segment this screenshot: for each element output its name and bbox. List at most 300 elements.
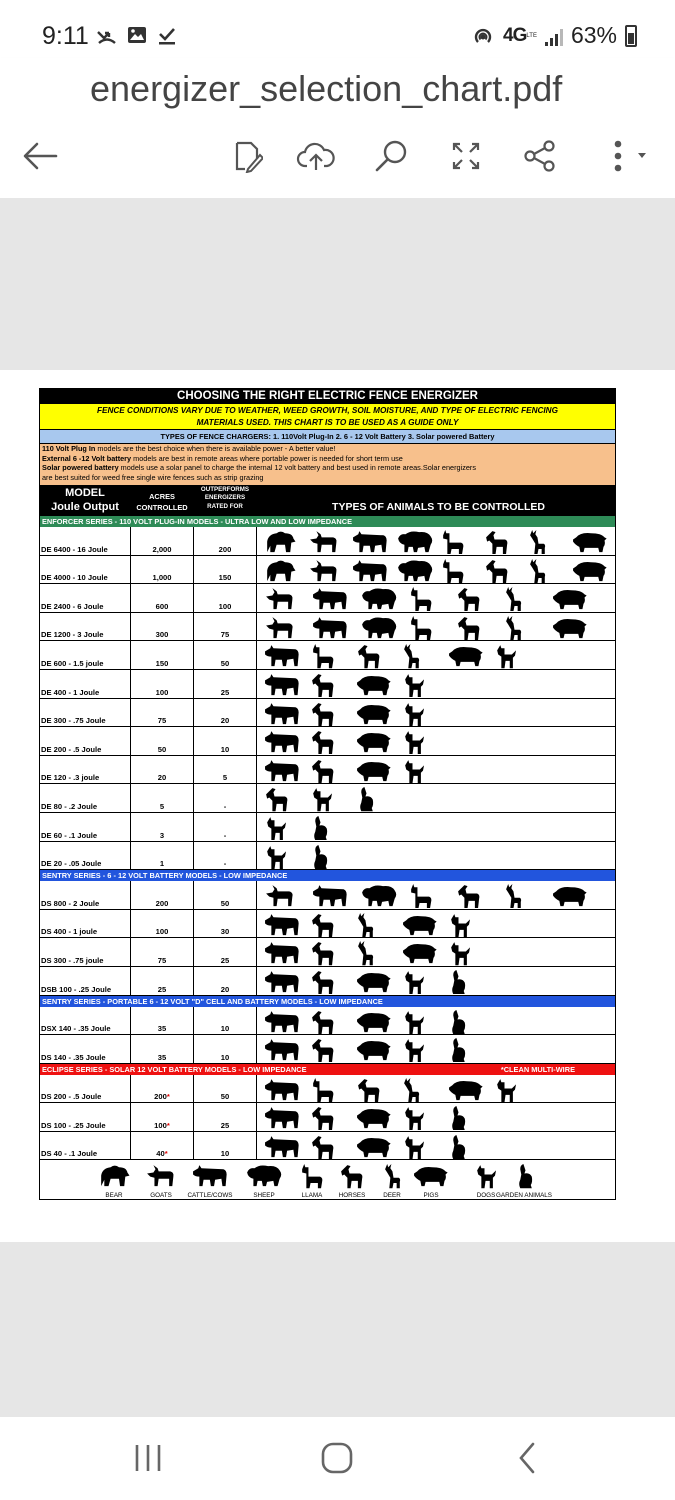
column-divider bbox=[256, 784, 257, 812]
acres-cell bbox=[131, 745, 193, 754]
outperforms-cell: 50 bbox=[220, 1092, 230, 1102]
signal-icon bbox=[545, 26, 563, 46]
acres-value: 35 bbox=[157, 1024, 167, 1034]
table-row bbox=[40, 910, 615, 939]
series-header bbox=[40, 996, 615, 1007]
model-cell: DS 200 - .5 Joule bbox=[41, 1092, 102, 1102]
charger-info-text: models are the best choice when there is available power - A better value! bbox=[95, 444, 336, 453]
llama-icon bbox=[299, 1163, 324, 1188]
goat-icon bbox=[264, 615, 296, 640]
table-row bbox=[40, 842, 615, 871]
outperforms-cell: 50 bbox=[220, 658, 230, 668]
sheep-icon bbox=[360, 586, 398, 611]
document-header bbox=[0, 58, 675, 198]
warning-line-2: MATERIALS USED. THIS CHART IS TO BE USED AS A GUIDE ONLY bbox=[196, 418, 459, 427]
cattle-icon bbox=[352, 529, 388, 554]
pig-icon bbox=[356, 1105, 392, 1130]
legend-label: BEAR bbox=[105, 1192, 123, 1200]
search-icon bbox=[374, 138, 410, 174]
horse-icon bbox=[310, 672, 335, 697]
acres-cell bbox=[131, 716, 193, 725]
acres-value: 100 bbox=[154, 1120, 167, 1130]
cattle-icon bbox=[264, 940, 300, 965]
series-name: SENTRY SERIES - 6 - 12 VOLT BATTERY MODELS - LOW IMPEDANCE bbox=[42, 871, 288, 881]
acres-value: 75 bbox=[157, 955, 167, 965]
pig-icon bbox=[356, 672, 392, 697]
more-options-icon bbox=[600, 139, 656, 173]
acres-header-1: ACRES bbox=[149, 492, 175, 501]
legend-label: DOGS bbox=[476, 1192, 496, 1200]
table-row bbox=[40, 1075, 615, 1104]
dog-icon bbox=[474, 1163, 497, 1188]
deer-icon bbox=[356, 912, 375, 937]
acres-value: 50 bbox=[157, 744, 167, 754]
back-button[interactable] bbox=[18, 134, 62, 178]
pig-icon bbox=[448, 1077, 484, 1102]
column-header bbox=[40, 486, 615, 516]
horse-icon bbox=[310, 940, 335, 965]
sheep-icon bbox=[396, 558, 434, 583]
rabbit-icon bbox=[448, 1105, 467, 1130]
acres-value: 2,000 bbox=[152, 544, 172, 554]
deer-icon bbox=[504, 883, 523, 908]
battery-percent: 63% bbox=[570, 22, 617, 48]
horse-icon bbox=[310, 1037, 335, 1062]
acres-cell bbox=[131, 545, 193, 554]
outperforms-cell: 50 bbox=[220, 898, 230, 908]
acres-header-2: CONTROLLED bbox=[136, 503, 188, 512]
deer-icon bbox=[528, 558, 547, 583]
acres-value: 5 bbox=[159, 801, 165, 811]
animals-header: TYPES OF ANIMALS TO BE CONTROLLED bbox=[332, 501, 545, 513]
outperforms-header-3: RATED FOR bbox=[207, 503, 243, 510]
dog-icon bbox=[402, 672, 425, 697]
viewer-background-top bbox=[0, 198, 675, 370]
rabbit-icon bbox=[448, 1134, 467, 1159]
navigation-bar bbox=[0, 1417, 675, 1500]
horse-icon bbox=[310, 1134, 335, 1159]
pig-icon bbox=[413, 1163, 449, 1188]
cattle-icon bbox=[264, 643, 300, 668]
more-options-button[interactable] bbox=[598, 134, 658, 178]
sheep-icon bbox=[396, 529, 434, 554]
model-header-2: Joule Output bbox=[51, 501, 119, 513]
series-name: ECLIPSE SERIES - SOLAR 12 VOLT BATTERY MODELS - LOW IMPEDANCE bbox=[42, 1064, 307, 1074]
gallery-icon bbox=[126, 24, 148, 46]
cattle-icon bbox=[312, 883, 348, 908]
charger-types: TYPES OF FENCE CHARGERS: 1. 110Volt Plug-In 2. 6 - 12 Volt Battery 3. Solar powered Battery bbox=[40, 430, 615, 444]
chart-title: CHOOSING THE RIGHT ELECTRIC FENCE ENERGIZER bbox=[40, 389, 615, 404]
llama-icon bbox=[408, 586, 433, 611]
llama-icon bbox=[310, 643, 335, 668]
cattle-icon bbox=[312, 615, 348, 640]
home-button[interactable] bbox=[318, 1441, 356, 1480]
acres-cell bbox=[131, 688, 193, 697]
bear-icon bbox=[264, 529, 296, 554]
column-divider bbox=[256, 556, 257, 584]
back-icon bbox=[512, 1441, 542, 1475]
table-row bbox=[40, 556, 615, 585]
bear-icon bbox=[98, 1163, 130, 1188]
column-divider bbox=[256, 756, 257, 784]
outperforms-cell: - bbox=[223, 830, 227, 840]
rabbit-icon bbox=[448, 969, 467, 994]
dog-icon bbox=[402, 758, 425, 783]
horse-icon bbox=[484, 529, 509, 554]
pig-icon bbox=[552, 883, 588, 908]
acres-cell bbox=[131, 859, 193, 868]
cattle-icon bbox=[264, 1077, 300, 1102]
search-button[interactable] bbox=[370, 134, 414, 178]
acres-value: 600 bbox=[155, 601, 169, 611]
table-row bbox=[40, 813, 615, 842]
charger-info bbox=[40, 444, 615, 486]
outperforms-header-2: ENERGIZERS bbox=[204, 494, 246, 501]
acres-cell bbox=[131, 831, 193, 840]
warning-line-1: FENCE CONDITIONS VARY DUE TO WEATHER, WEED GROWTH, SOIL MOISTURE, AND TYPE OF ELECTRIC FENCING bbox=[97, 406, 558, 415]
acres-cell bbox=[131, 899, 193, 908]
dog-icon bbox=[402, 969, 425, 994]
cattle-icon bbox=[352, 558, 388, 583]
charger-info-text: models use a solar panel to charge the internal 12 volt battery and best used in remote areas.Solar energizers bbox=[118, 463, 476, 473]
table-row bbox=[40, 727, 615, 756]
outperforms-cell: 20 bbox=[220, 716, 230, 726]
table-row bbox=[40, 527, 615, 556]
animal-legend bbox=[40, 1160, 615, 1200]
model-cell: DE 2400 - 6 Joule bbox=[41, 601, 104, 611]
acres-value: 25 bbox=[157, 984, 167, 994]
model-cell: DS 140 - .35 Joule bbox=[41, 1052, 106, 1062]
sheep-icon bbox=[360, 615, 398, 640]
rabbit-icon bbox=[515, 1163, 534, 1188]
model-cell: DSB 100 - .25 Joule bbox=[41, 984, 112, 994]
outperforms-cell: - bbox=[223, 859, 227, 869]
model-cell: DS 100 - .25 Joule bbox=[41, 1120, 106, 1130]
pig-icon bbox=[572, 529, 608, 554]
download-done-icon bbox=[156, 24, 178, 46]
column-divider bbox=[256, 910, 257, 938]
horse-icon bbox=[310, 912, 335, 937]
charger-info-line bbox=[42, 463, 615, 473]
pig-icon bbox=[552, 586, 588, 611]
model-cell: DS 40 - .1 Joule bbox=[41, 1149, 98, 1159]
legend-label: SHEEP bbox=[253, 1192, 275, 1200]
acres-value: 300 bbox=[155, 630, 169, 640]
model-cell: DE 300 - .75 Joule bbox=[41, 716, 106, 726]
dog-icon bbox=[448, 912, 471, 937]
column-divider bbox=[256, 727, 257, 755]
acres-value: 3 bbox=[159, 830, 165, 840]
cattle-icon bbox=[264, 1009, 300, 1034]
cattle-icon bbox=[192, 1163, 228, 1188]
dog-icon bbox=[402, 1009, 425, 1034]
model-cell: DE 200 - .5 Joule bbox=[41, 744, 102, 754]
share-icon bbox=[523, 139, 557, 173]
legend-label: DEER bbox=[383, 1192, 401, 1200]
goat-icon bbox=[145, 1163, 177, 1188]
series-header bbox=[40, 870, 615, 881]
back-arrow-icon bbox=[22, 141, 58, 171]
outperforms-cell: 10 bbox=[220, 1024, 230, 1034]
column-divider bbox=[256, 1007, 257, 1035]
table-row bbox=[40, 1035, 615, 1064]
model-cell: DE 4000 - 10 Joule bbox=[41, 573, 108, 583]
dog-icon bbox=[402, 1105, 425, 1130]
outperforms-cell: - bbox=[223, 801, 227, 811]
deer-icon bbox=[402, 643, 421, 668]
hotspot-icon bbox=[471, 24, 495, 48]
dog-icon bbox=[310, 786, 333, 811]
bear-icon bbox=[264, 558, 296, 583]
pig-icon bbox=[356, 969, 392, 994]
horse-icon bbox=[339, 1163, 364, 1188]
model-cell: DE 1200 - 3 Joule bbox=[41, 630, 104, 640]
cattle-icon bbox=[264, 729, 300, 754]
charger-info-line bbox=[42, 473, 615, 483]
viewer-background-bottom bbox=[0, 1242, 675, 1417]
dog-icon bbox=[402, 1134, 425, 1159]
legend-label: GOATS bbox=[150, 1192, 172, 1200]
acres-cell bbox=[131, 1121, 193, 1130]
pig-icon bbox=[572, 558, 608, 583]
series-note: *CLEAN MULTI-WIRE bbox=[500, 1064, 575, 1074]
series-header bbox=[40, 1064, 615, 1075]
charger-info-line bbox=[42, 454, 615, 464]
cattle-icon bbox=[312, 586, 348, 611]
outperforms-cell: 25 bbox=[220, 687, 230, 697]
acres-value: 75 bbox=[157, 716, 167, 726]
column-divider bbox=[256, 584, 257, 612]
legend-label: PIGS bbox=[423, 1192, 439, 1200]
chart-body bbox=[40, 516, 615, 1160]
dog-icon bbox=[264, 844, 287, 869]
pig-icon bbox=[552, 615, 588, 640]
model-cell: DS 400 - 1 joule bbox=[41, 927, 98, 937]
horse-icon bbox=[310, 758, 335, 783]
sheep-icon bbox=[360, 883, 398, 908]
series-name: SENTRY SERIES - PORTABLE 6 - 12 VOLT "D" CELL AND BATTERY MODELS - LOW IMPEDANCE bbox=[42, 996, 383, 1006]
cattle-icon bbox=[264, 1134, 300, 1159]
pig-icon bbox=[356, 729, 392, 754]
table-row bbox=[40, 881, 615, 910]
battery-icon bbox=[625, 25, 637, 47]
table-row bbox=[40, 670, 615, 699]
model-header-1: MODEL bbox=[65, 487, 105, 499]
pig-icon bbox=[402, 940, 438, 965]
deer-icon bbox=[504, 615, 523, 640]
outperforms-cell: 20 bbox=[220, 984, 230, 994]
cattle-icon bbox=[264, 672, 300, 697]
rabbit-icon bbox=[448, 1037, 467, 1062]
column-divider bbox=[256, 938, 257, 966]
table-row bbox=[40, 784, 615, 813]
dog-icon bbox=[494, 1077, 517, 1102]
outperforms-cell: 25 bbox=[220, 1120, 230, 1130]
share-button[interactable] bbox=[518, 134, 562, 178]
llama-icon bbox=[408, 883, 433, 908]
dog-icon bbox=[402, 701, 425, 726]
pig-icon bbox=[356, 701, 392, 726]
column-divider bbox=[256, 1075, 257, 1103]
outperforms-cell: 200 bbox=[218, 544, 232, 554]
notification-icons bbox=[96, 24, 178, 46]
acres-cell bbox=[131, 1149, 193, 1158]
chart-warning bbox=[40, 404, 615, 430]
legend-label: LLAMA bbox=[301, 1192, 323, 1200]
horse-icon bbox=[310, 1009, 335, 1034]
table-row bbox=[40, 1132, 615, 1161]
horse-icon bbox=[310, 1105, 335, 1130]
pig-icon bbox=[356, 1037, 392, 1062]
outperforms-cell: 30 bbox=[220, 927, 230, 937]
cattle-icon bbox=[264, 912, 300, 937]
acres-cell bbox=[131, 573, 193, 582]
series-name: ENFORCER SERIES - 110 VOLT PLUG-IN MODELS - ULTRA LOW AND LOW IMPEDANCE bbox=[42, 517, 352, 526]
cattle-icon bbox=[264, 1105, 300, 1130]
cattle-icon bbox=[264, 701, 300, 726]
charger-info-text: are best suited for weed free single wire fences such as strip grazing bbox=[42, 472, 264, 482]
legend-label: CATTLE/COWS bbox=[187, 1192, 233, 1200]
recents-button[interactable] bbox=[128, 1443, 168, 1478]
acres-cell bbox=[131, 773, 193, 782]
dog-icon bbox=[448, 940, 471, 965]
edit-button[interactable] bbox=[224, 134, 268, 178]
column-divider bbox=[256, 813, 257, 841]
edit-document-icon bbox=[229, 139, 263, 173]
outperforms-cell: 150 bbox=[218, 573, 232, 583]
acres-value: 1 bbox=[159, 859, 165, 869]
home-icon bbox=[318, 1441, 356, 1475]
table-row bbox=[40, 584, 615, 613]
charger-info-text: models are best in remote areas where portable power is needed for short term use bbox=[131, 453, 403, 463]
outperforms-cell: 10 bbox=[220, 1052, 230, 1062]
acres-value: 200 bbox=[155, 898, 169, 908]
column-divider bbox=[256, 1103, 257, 1131]
acres-value: 20 bbox=[157, 773, 167, 783]
pig-icon bbox=[356, 1134, 392, 1159]
charger-info-bold: 110 Volt Plug In bbox=[42, 444, 96, 453]
deer-icon bbox=[402, 1077, 421, 1102]
column-divider bbox=[256, 670, 257, 698]
outperforms-cell: 100 bbox=[218, 601, 232, 611]
column-divider bbox=[256, 842, 257, 870]
table-row bbox=[40, 1007, 615, 1036]
pig-icon bbox=[356, 1009, 392, 1034]
acres-value: 200 bbox=[154, 1092, 167, 1102]
llama-icon bbox=[310, 1077, 335, 1102]
cattle-icon bbox=[264, 969, 300, 994]
deer-icon bbox=[528, 529, 547, 554]
dog-icon bbox=[264, 815, 287, 840]
model-cell: DE 600 - 1.5 joule bbox=[41, 658, 104, 668]
acres-value: 100 bbox=[155, 927, 169, 937]
acres-star: * bbox=[166, 1120, 170, 1130]
column-divider bbox=[256, 881, 257, 909]
acres-cell bbox=[131, 802, 193, 811]
deer-icon bbox=[504, 586, 523, 611]
horse-icon bbox=[484, 558, 509, 583]
llama-icon bbox=[440, 529, 465, 554]
acres-value: 150 bbox=[155, 658, 169, 668]
dog-icon bbox=[494, 643, 517, 668]
model-cell: DE 60 - .1 Joule bbox=[41, 830, 98, 840]
column-divider bbox=[256, 1132, 257, 1160]
horse-icon bbox=[310, 729, 335, 754]
model-cell: DE 20 - .05 Joule bbox=[41, 859, 102, 869]
legend-label: GARDEN ANIMALS bbox=[496, 1192, 552, 1200]
fullscreen-icon bbox=[450, 140, 482, 172]
missed-call-icon bbox=[96, 24, 118, 46]
deer-icon bbox=[356, 940, 375, 965]
cattle-icon bbox=[264, 758, 300, 783]
rabbit-icon bbox=[448, 1009, 467, 1034]
document-title: energizer_selection_chart.pdf bbox=[90, 68, 563, 109]
recents-icon bbox=[128, 1443, 168, 1473]
horse-icon bbox=[310, 701, 335, 726]
sheep-icon bbox=[245, 1163, 283, 1188]
charger-info-line bbox=[42, 444, 615, 454]
system-icons bbox=[471, 22, 637, 49]
upload-button[interactable] bbox=[294, 134, 338, 178]
clock: 9:11 bbox=[42, 22, 89, 50]
horse-icon bbox=[456, 586, 481, 611]
acres-cell bbox=[131, 956, 193, 965]
outperforms-cell: 10 bbox=[220, 744, 230, 754]
acres-value: 100 bbox=[155, 687, 169, 697]
network-subtype: LTE bbox=[526, 32, 537, 39]
acres-cell bbox=[131, 1053, 193, 1062]
table-row bbox=[40, 756, 615, 785]
model-cell: DS 300 - .75 joule bbox=[41, 955, 104, 965]
llama-icon bbox=[440, 558, 465, 583]
network-type: 4G bbox=[503, 24, 527, 46]
model-cell: DE 400 - 1 Joule bbox=[41, 687, 100, 697]
cattle-icon bbox=[264, 1037, 300, 1062]
outperforms-cell: 25 bbox=[220, 955, 230, 965]
horse-icon bbox=[356, 1077, 381, 1102]
column-divider bbox=[256, 641, 257, 669]
model-cell: DE 120 - .3 joule bbox=[41, 773, 100, 783]
nav-back-button[interactable] bbox=[512, 1441, 542, 1480]
goat-icon bbox=[264, 586, 296, 611]
acres-star: * bbox=[164, 1149, 168, 1159]
pig-icon bbox=[402, 912, 438, 937]
acres-value: 35 bbox=[157, 1052, 167, 1062]
outperforms-cell: 75 bbox=[220, 630, 230, 640]
acres-cell bbox=[131, 1092, 193, 1101]
horse-icon bbox=[456, 615, 481, 640]
acres-value: 1,000 bbox=[152, 573, 172, 583]
acres-cell bbox=[131, 602, 193, 611]
acres-value: 40 bbox=[156, 1149, 165, 1159]
table-row bbox=[40, 967, 615, 996]
acres-cell bbox=[131, 985, 193, 994]
model-cell: DE 80 - .2 Joule bbox=[41, 801, 98, 811]
table-row bbox=[40, 1103, 615, 1132]
model-cell: DSX 140 - .35 Joule bbox=[41, 1024, 111, 1034]
model-cell: DS 800 - 2 Joule bbox=[41, 898, 100, 908]
dog-icon bbox=[402, 1037, 425, 1062]
column-divider bbox=[256, 967, 257, 995]
acres-cell bbox=[131, 630, 193, 639]
column-divider bbox=[256, 1035, 257, 1063]
column-divider bbox=[256, 699, 257, 727]
outperforms-cell: 5 bbox=[222, 773, 228, 783]
fullscreen-button[interactable] bbox=[444, 134, 488, 178]
rabbit-icon bbox=[356, 786, 375, 811]
dog-icon bbox=[402, 729, 425, 754]
charger-info-bold: External 6 -12 Volt battery bbox=[42, 453, 132, 463]
